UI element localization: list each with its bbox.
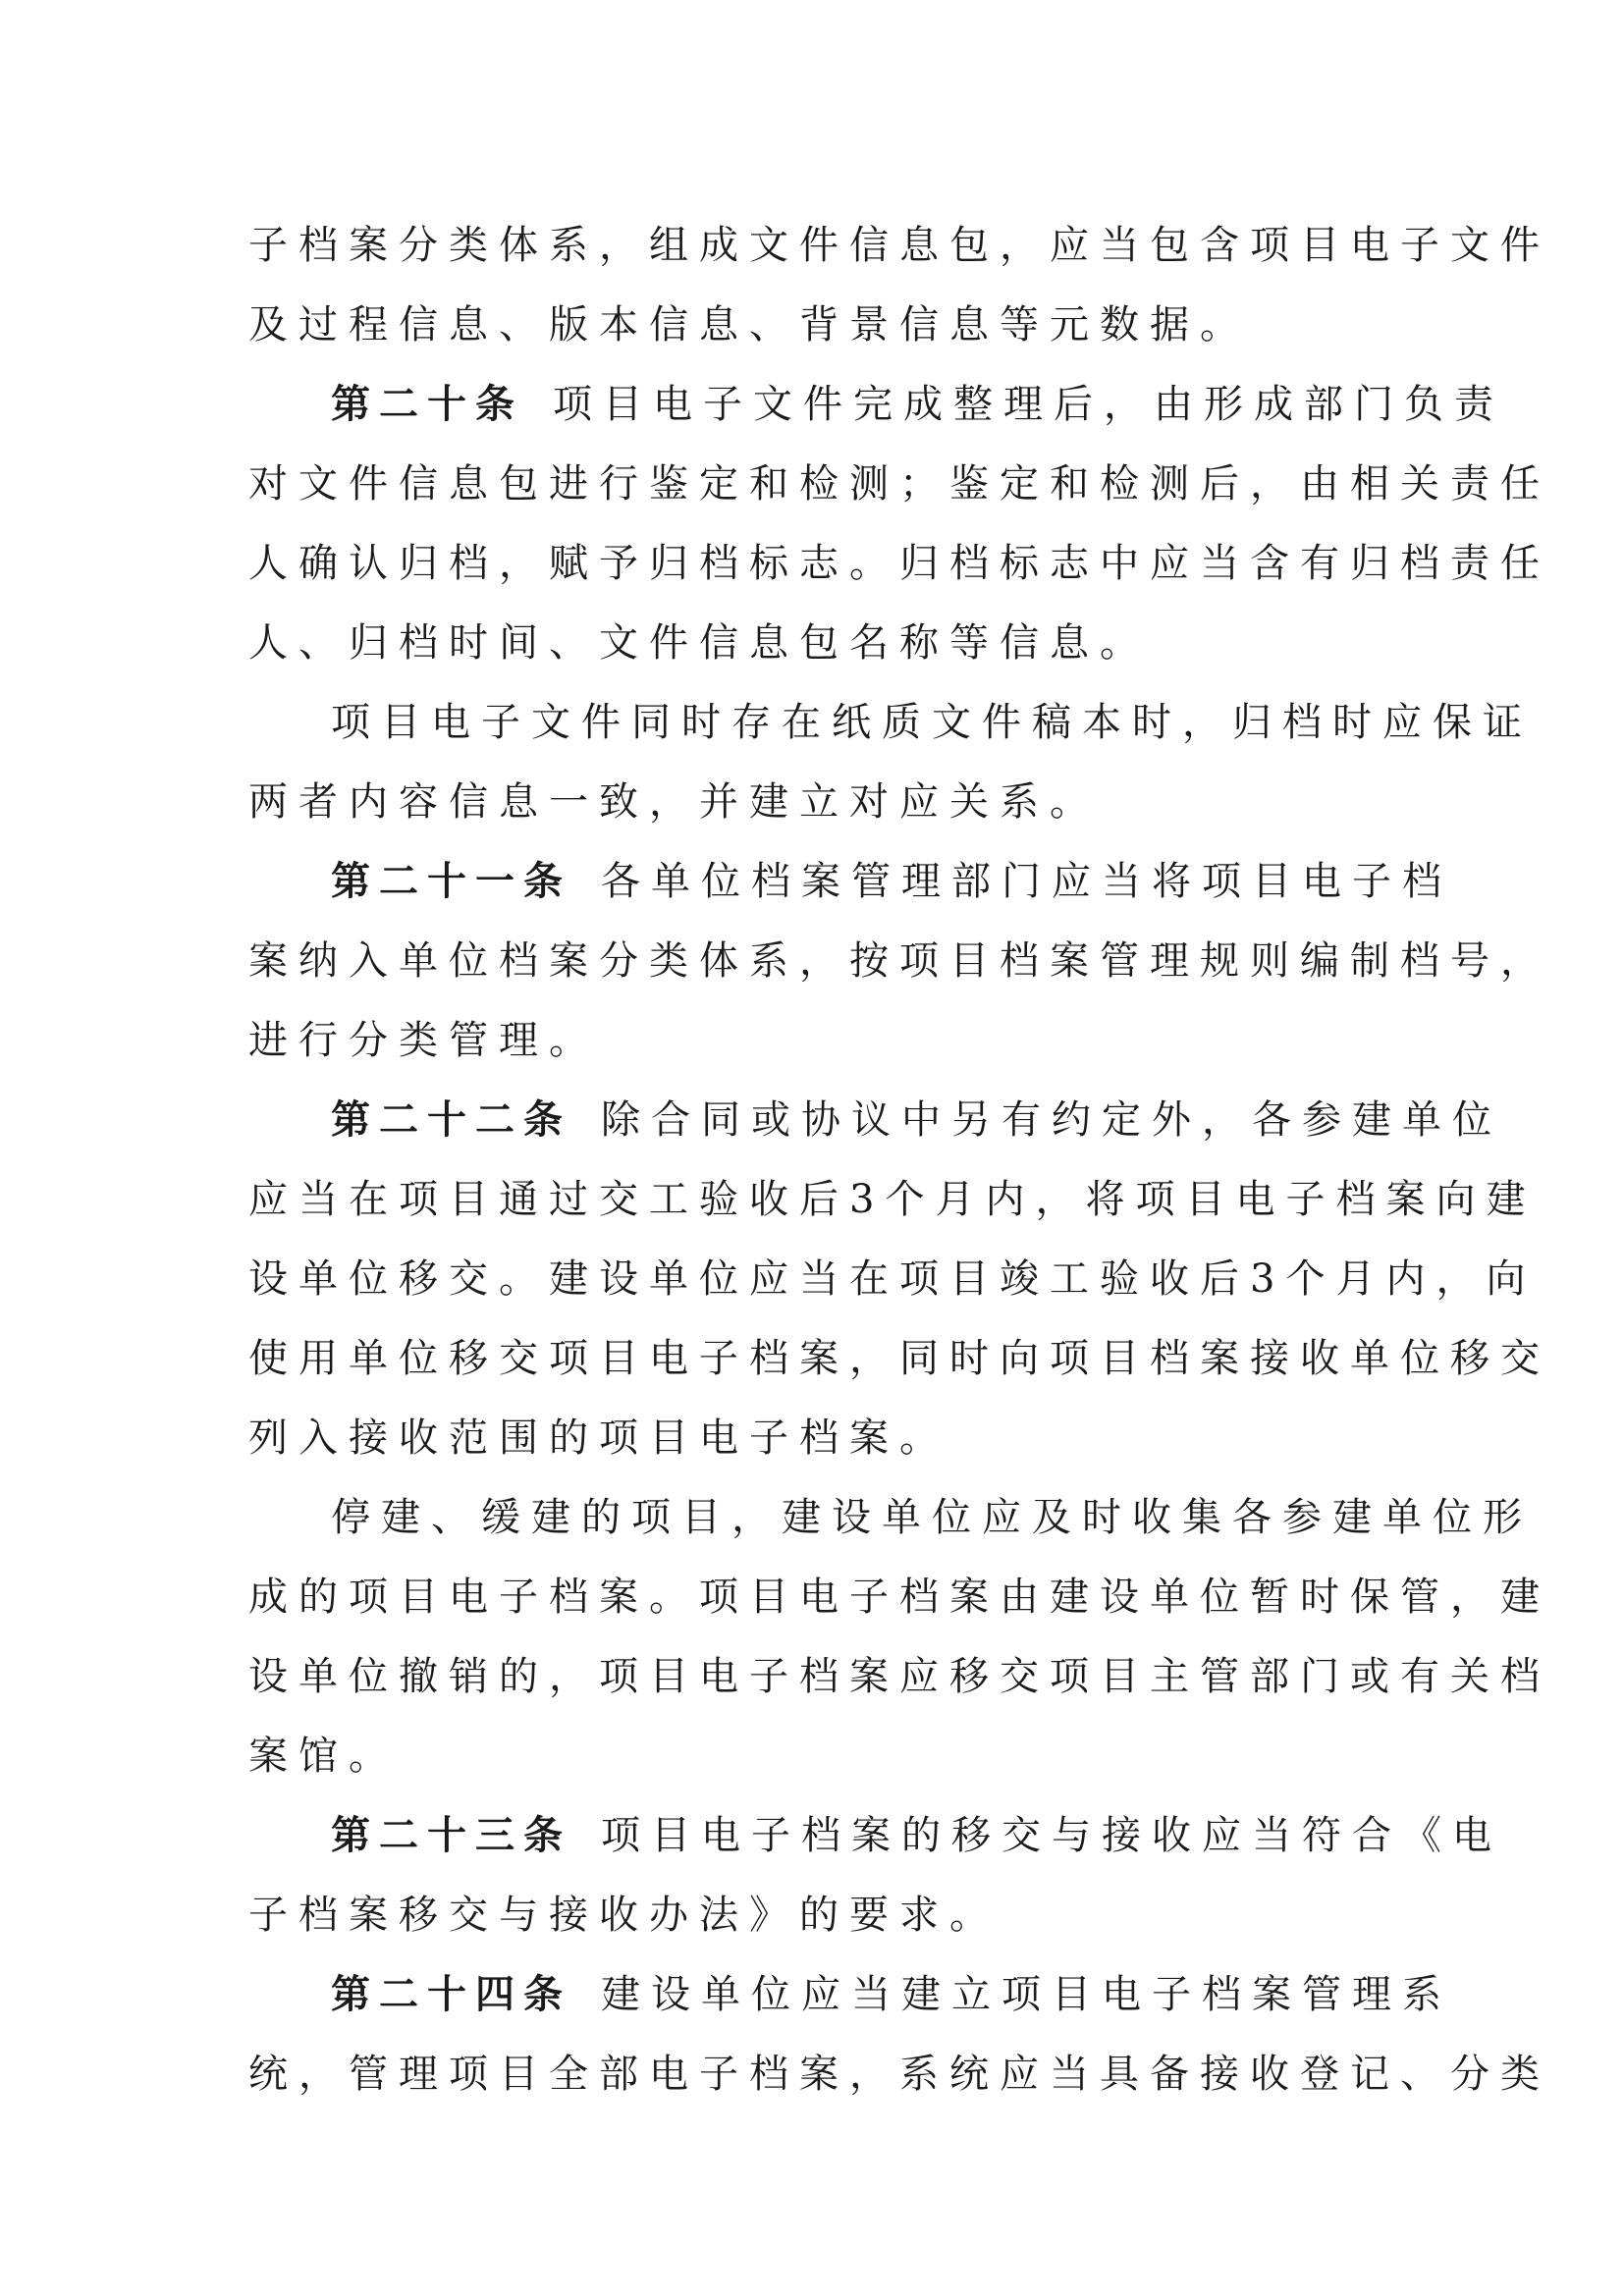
article-heading: 第二十二条 — [331, 1097, 571, 1143]
article-21-line — [248, 842, 1452, 922]
line-text: 使用单位移交项目电子档案，同时向项目档案接收单位移交 — [248, 1336, 1550, 1381]
line-text: 建设单位应当建立项目电子档案管理系 — [601, 1972, 1452, 2017]
line-text: 统，管理项目全部电子档案，系统应当具备接收登记、分类 — [248, 2052, 1550, 2097]
line-text: 设单位撤销的，项目电子档案应移交项目主管部门或有关档 — [248, 1654, 1550, 1699]
line-text: 子档案移交与接收办法》的要求。 — [248, 1893, 1000, 1938]
text-line — [248, 2035, 1550, 2114]
line-text: 设单位移交。建设单位应当在项目竣工验收后3个月内，向 — [248, 1256, 1537, 1302]
paragraph-start-line — [248, 683, 1533, 763]
line-text: 对文件信息包进行鉴定和检测；鉴定和检测后，由相关责任 — [248, 461, 1550, 507]
line-text: 项目电子档案的移交与接收应当符合《电 — [601, 1813, 1502, 1858]
text-line — [248, 604, 1387, 683]
text-line — [248, 286, 1387, 365]
text-line — [248, 1319, 1550, 1399]
line-text: 案馆。 — [248, 1734, 399, 1779]
article-heading: 第二十四条 — [331, 1972, 571, 2017]
line-text: 项目电子文件同时存在纸质文件稿本时，归档时应保证 — [331, 700, 1533, 745]
line-text: 人、归档时间、文件信息包名称等信息。 — [248, 620, 1150, 666]
text-line — [248, 1001, 1387, 1081]
text-line — [248, 1160, 1537, 1240]
article-heading: 第二十条 — [331, 382, 523, 427]
line-text: 列入接收范围的项目电子档案。 — [248, 1415, 949, 1461]
text-line — [248, 445, 1550, 524]
line-text: 案纳入单位档案分类体系，按项目档案管理规则编制档号， — [248, 938, 1550, 984]
text-line — [248, 206, 1550, 286]
text-line — [248, 1717, 1387, 1796]
article-23-line — [248, 1796, 1502, 1876]
text-line — [248, 763, 1387, 842]
line-text: 人确认归档，赋予归档标志。归档标志中应当含有归档责任 — [248, 541, 1550, 586]
line-text: 项目电子文件完成整理后，由形成部门负责 — [553, 382, 1504, 427]
line-text: 成的项目电子档案。项目电子档案由建设单位暂时保管，建 — [248, 1575, 1550, 1620]
paragraph-start-line — [248, 1478, 1533, 1558]
article-24-line — [248, 1955, 1452, 2035]
document-body — [248, 206, 1550, 2114]
text-line — [248, 1558, 1550, 1637]
text-line — [248, 1399, 1387, 1478]
text-line — [248, 524, 1550, 604]
article-heading: 第二十一条 — [331, 859, 571, 904]
article-20-line — [248, 365, 1504, 445]
line-text: 子档案分类体系，组成文件信息包，应当包含项目电子文件 — [248, 223, 1550, 268]
line-text: 停建、缓建的项目，建设单位应及时收集各参建单位形 — [331, 1495, 1533, 1540]
article-22-line — [248, 1081, 1502, 1160]
line-text: 两者内容信息一致，并建立对应关系。 — [248, 779, 1100, 825]
article-heading: 第二十三条 — [331, 1813, 571, 1858]
line-text: 进行分类管理。 — [248, 1018, 599, 1063]
text-line — [248, 1637, 1550, 1717]
text-line — [248, 1240, 1537, 1319]
line-text: 及过程信息、版本信息、背景信息等元数据。 — [248, 302, 1250, 347]
text-line — [248, 1876, 1387, 1955]
line-text: 应当在项目通过交工验收后3个月内，将项目电子档案向建 — [248, 1177, 1537, 1222]
text-line — [248, 922, 1550, 1001]
line-text: 除合同或协议中另有约定外，各参建单位 — [601, 1097, 1502, 1143]
line-text: 各单位档案管理部门应当将项目电子档 — [601, 859, 1452, 904]
